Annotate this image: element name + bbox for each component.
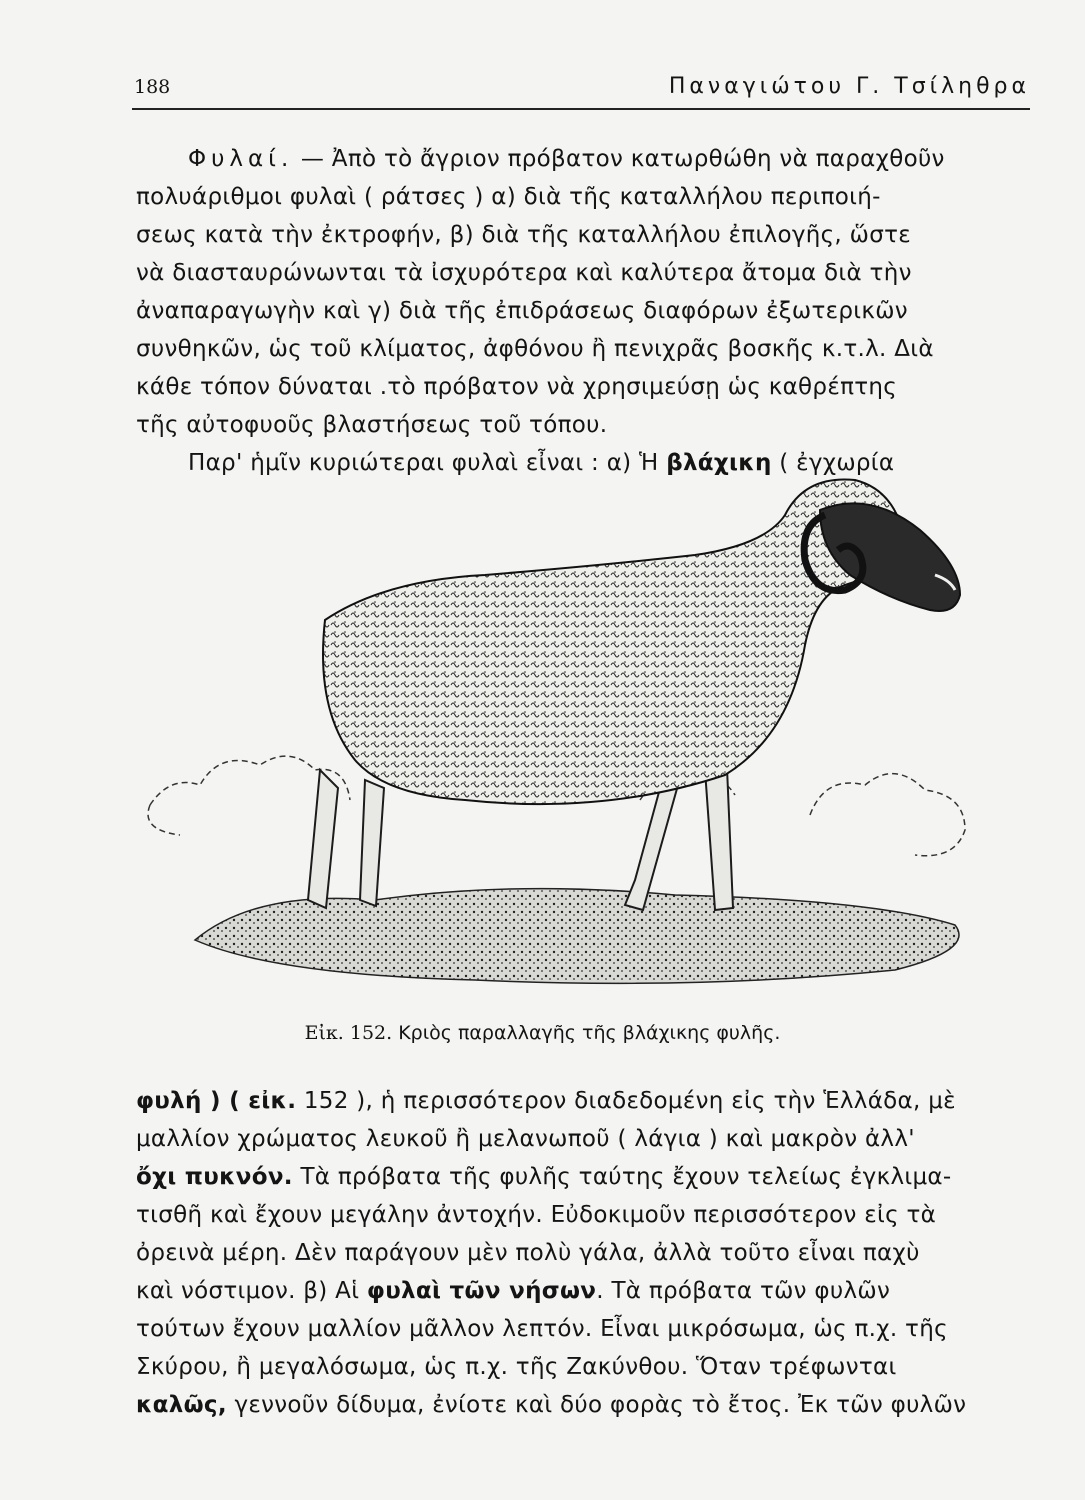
breed-name-bold: βλάχικη (666, 450, 772, 476)
text-run: γεννοῦν δίδυμα, ἐνίοτε καὶ δύο φορὰς τὸ ἔτος. Ἐκ τῶν φυλῶν (226, 1392, 967, 1418)
text-line (136, 1082, 1048, 1120)
figure-caption (0, 1022, 1085, 1044)
text-run: 152 ), ἡ περισσότερον διαδεδομένη εἰς τὴν Ἑλλάδα, μὲ (296, 1088, 956, 1114)
text-line (136, 1158, 1048, 1196)
caption-text: Κριὸς παραλλαγῆς τῆς βλάχικης φυλῆς. (392, 1022, 781, 1044)
ram-illustration (120, 470, 1000, 1015)
section-heading-line (136, 140, 1048, 178)
text-line: τισθῆ καὶ ἔχουν μεγάλην ἀντοχήν. Εὐδοκιμοῦν περισσότερον εἰς τὰ (136, 1202, 937, 1228)
text-line (136, 1272, 1048, 1310)
text-line: τούτων ἔχουν μαλλίον μᾶλλον λεπτόν. Εἶναι μικρόσωμα, ὡς π.χ. τῆς (136, 1316, 948, 1342)
text-run: καὶ νόστιμον. β) Αἱ (136, 1278, 367, 1304)
continuation-text (136, 1082, 1048, 1424)
ram-body (323, 479, 905, 804)
section-heading: Φυλαί. (188, 146, 294, 172)
text-line: συνθηκῶν, ὡς τοῦ κλίματος, ἀφθόνου ἢ πενιχρᾶς βοσκῆς κ.τ.λ. Διὰ (136, 336, 934, 362)
text-line: τῆς αὐτοφυοῦς βλαστήσεως τοῦ τόπου. (136, 412, 608, 438)
text-run-bold: ὄχι πυκνόν. (136, 1164, 293, 1190)
text-run-bold: καλῶς, (136, 1392, 227, 1418)
text-line: κάθε τόπον δύναται .τὸ πρόβατον νὰ χρησιμεύσῃ ὡς καθρέπτης (136, 374, 898, 400)
text-run: Τὰ πρόβατα τῆς φυλῆς ταύτης ἔχουν τελείως ἐγκλιμα- (292, 1164, 952, 1190)
text-line: μαλλίον χρώματος λευκοῦ ἢ μελανωποῦ ( λάγια ) καὶ μακρὸν ἀλλ' (136, 1126, 915, 1152)
text-run-bold: φυλή ) ( εἰκ. (136, 1088, 297, 1114)
text-line: σεως κατὰ τὴν ἐκτροφήν, β) διὰ τῆς καταλλήλου ἐπιλογῆς, ὥστε (136, 222, 911, 248)
running-head: Παναγιώτου Γ. Τσίληθρα (668, 74, 1030, 99)
text-line (136, 1386, 1048, 1424)
caption-label: Εἰκ. 152. (304, 1022, 393, 1044)
ram-head (820, 503, 960, 611)
breed-name-bold: φυλαὶ τῶν νήσων (366, 1278, 597, 1304)
page-header (132, 74, 1030, 110)
text-run: . Τὰ πρόβατα τῶν φυλῶν (596, 1278, 891, 1304)
text-line: ἀναπαραγωγὴν καὶ γ) διὰ τῆς ἐπιδράσεως διαφόρων ἐξωτερικῶν (136, 298, 908, 324)
text-line: Σκύρου, ἢ μεγαλόσωμα, ὡς π.χ. τῆς Ζακύνθου. Ὅταν τρέφωνται (136, 1354, 897, 1380)
text-line: πολυάριθμοι φυλαὶ ( ράτσες ) α) διὰ τῆς καταλλήλου περιποιή- (136, 184, 881, 210)
text-line: ὀρεινὰ μέρη. Δὲν παράγουν μὲν πολὺ γάλα, ἀλλὰ τοῦτο εἶναι παχὺ (136, 1240, 920, 1266)
ground-patch (195, 889, 959, 984)
page-number: 188 (134, 76, 171, 98)
section-text (136, 140, 1048, 482)
text-line: νὰ διασταυρώνωνται τὰ ἰσχυρότερα καὶ καλύτερα ἄτομα διὰ τὴν (136, 260, 912, 286)
text-run: Παρ' ἡμῖν κυριώτεραι φυλαὶ εἶναι : α) Ἡ (188, 450, 667, 476)
text-line: — Ἀπὸ τὸ ἄγριον πρόβατον κατωρθώθη νὰ παραχθοῦν (293, 146, 945, 172)
text-run: ( ἐγχωρία (771, 450, 895, 476)
